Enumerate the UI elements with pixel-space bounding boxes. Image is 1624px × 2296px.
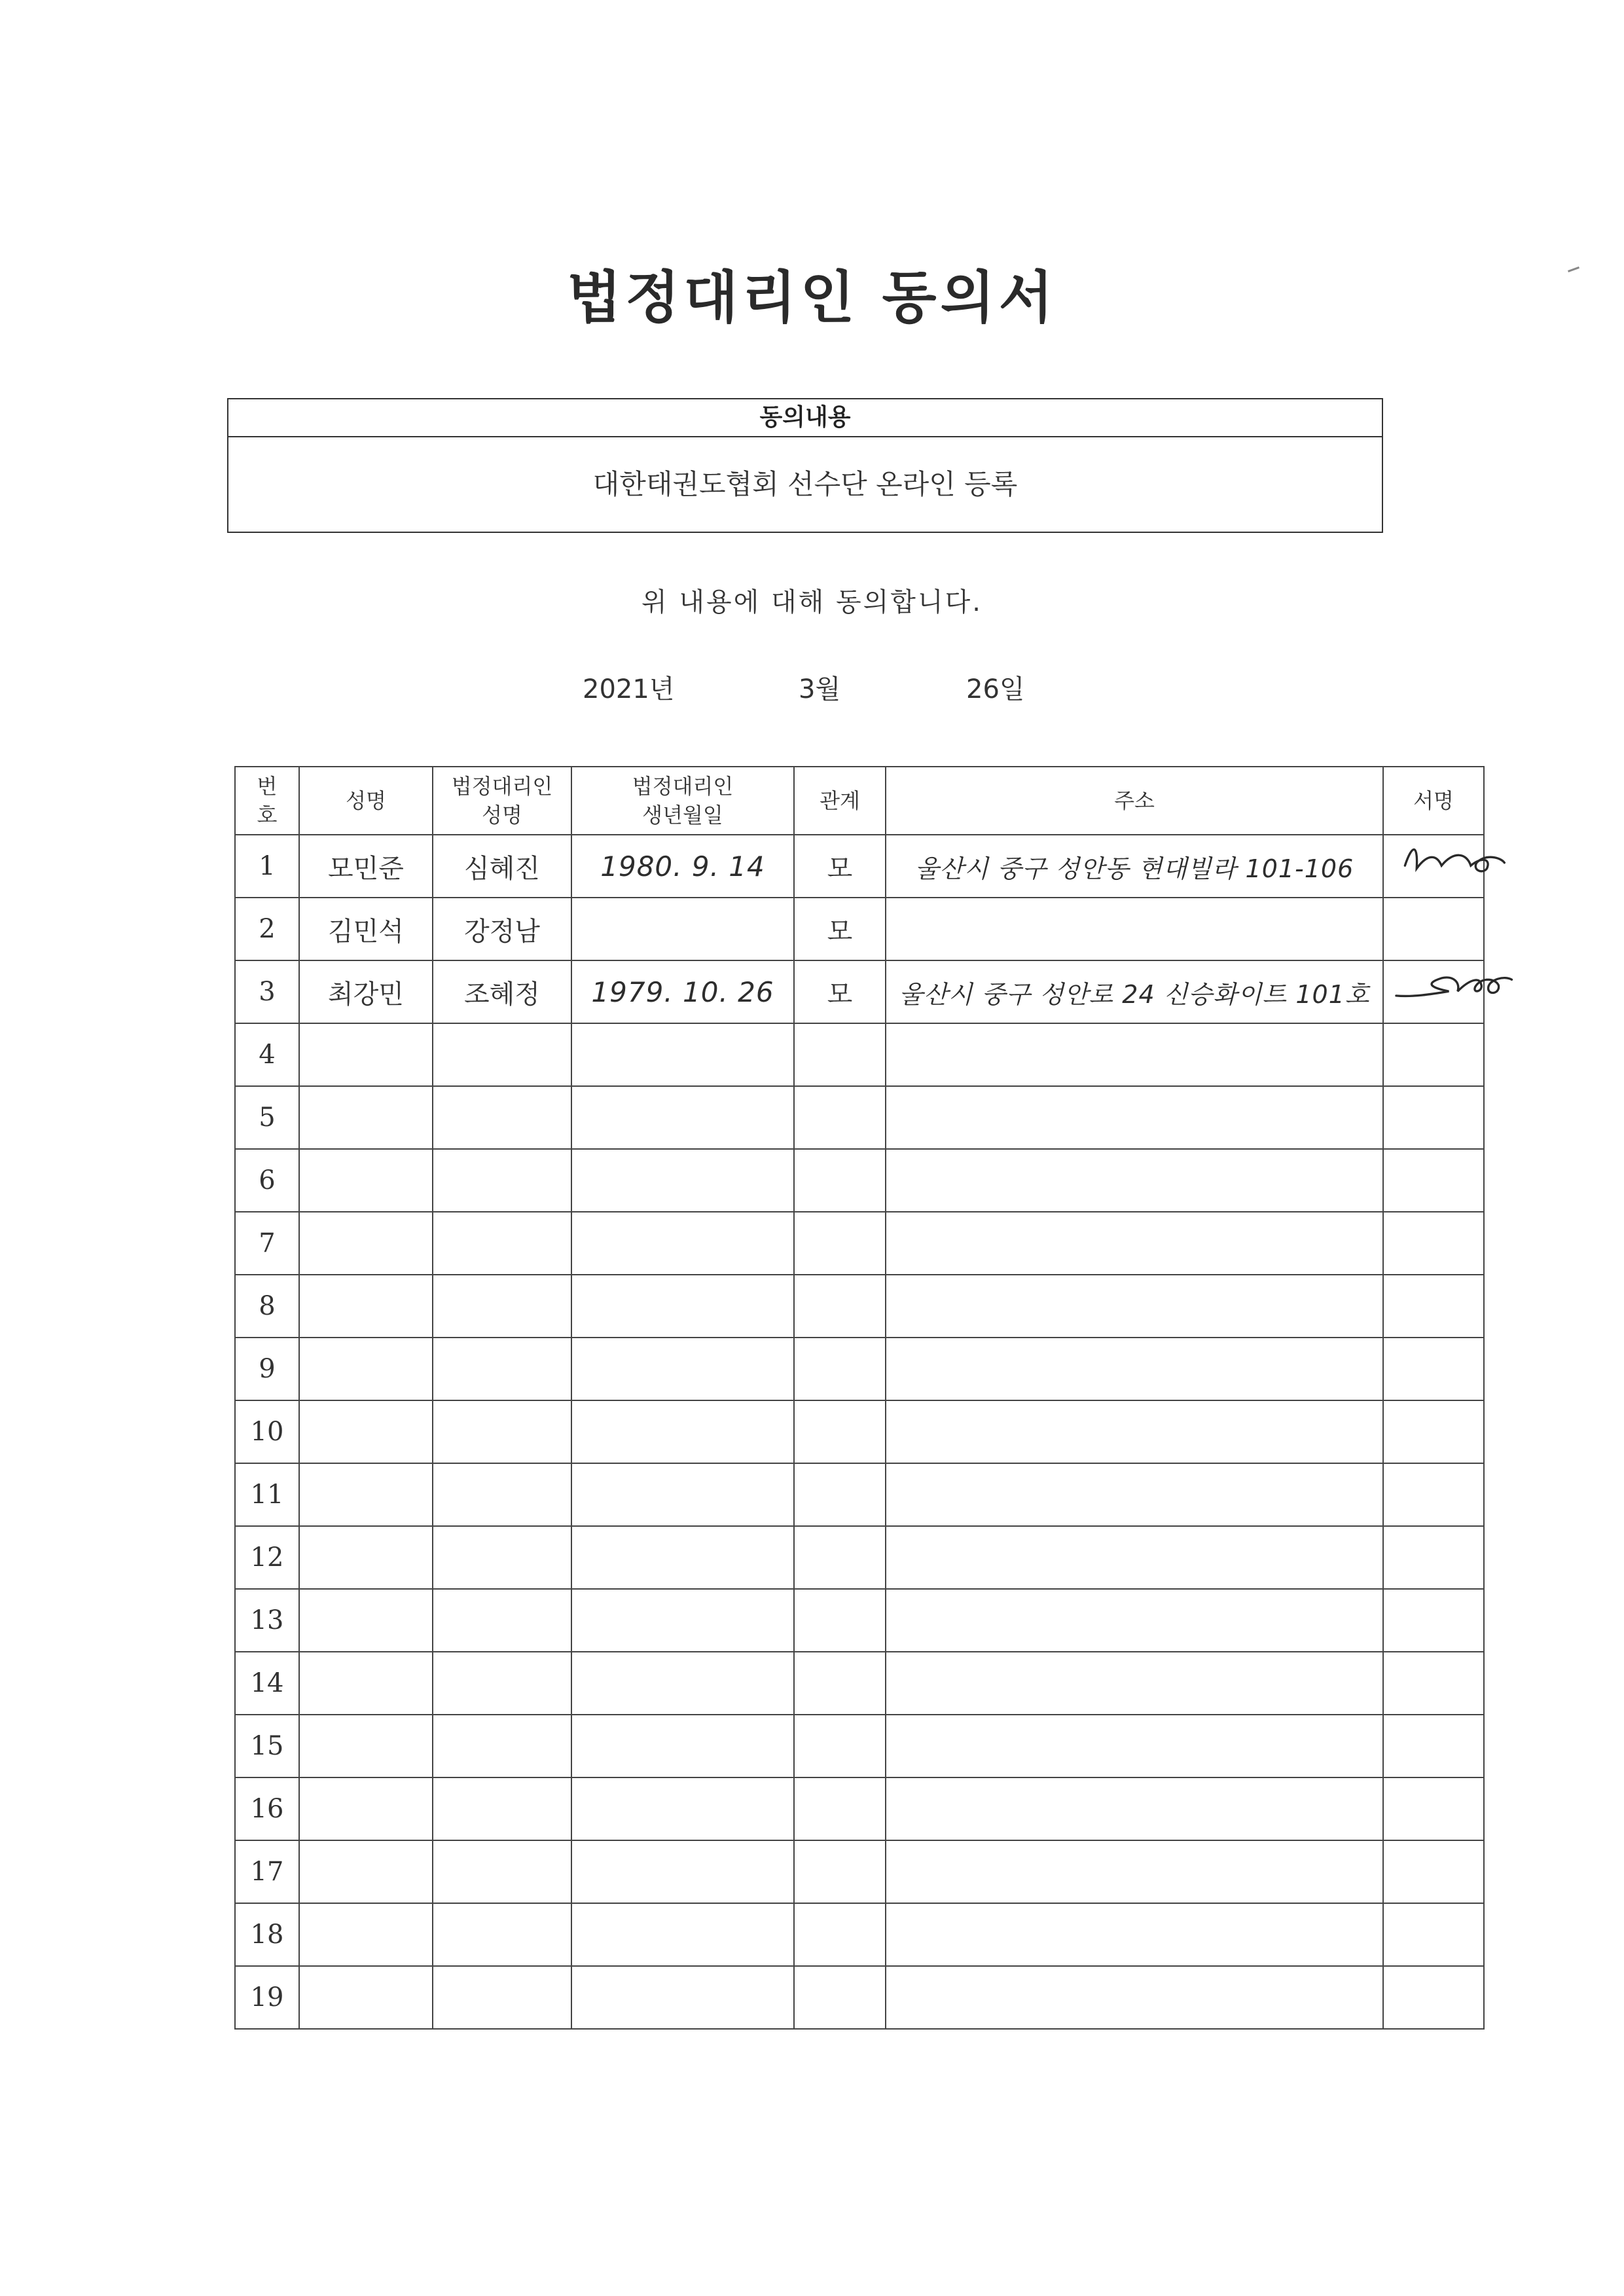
table-row bbox=[235, 1338, 1484, 1400]
row-relation bbox=[794, 1589, 886, 1652]
table-row bbox=[235, 1463, 1484, 1526]
row-guardian-birth bbox=[571, 1777, 794, 1840]
row-relation bbox=[794, 1715, 886, 1777]
row-signature bbox=[1383, 1149, 1484, 1212]
row-signature bbox=[1383, 1840, 1484, 1903]
row-number: 14 bbox=[235, 1652, 299, 1715]
row-guardian-name bbox=[433, 1149, 571, 1212]
table-row bbox=[235, 1526, 1484, 1589]
row-address bbox=[886, 1526, 1383, 1589]
row-guardian-name bbox=[433, 1526, 571, 1589]
row-relation bbox=[794, 1840, 886, 1903]
row-number: 1 bbox=[235, 835, 299, 898]
row-name bbox=[299, 1149, 433, 1212]
row-address bbox=[886, 1777, 1383, 1840]
signature-stroke bbox=[1396, 977, 1512, 996]
row-relation bbox=[794, 1777, 886, 1840]
row-address bbox=[886, 898, 1383, 960]
row-number: 11 bbox=[235, 1463, 299, 1526]
row-number: 17 bbox=[235, 1840, 299, 1903]
row-guardian-birth bbox=[571, 1400, 794, 1463]
row-guardian-birth bbox=[571, 1840, 794, 1903]
table-row bbox=[235, 1652, 1484, 1715]
row-guardian-name bbox=[433, 1463, 571, 1526]
row-signature bbox=[1383, 1212, 1484, 1275]
date-day: 26일 bbox=[966, 674, 1025, 704]
row-number: 18 bbox=[235, 1903, 299, 1966]
row-guardian-name bbox=[433, 1023, 571, 1086]
row-number: 15 bbox=[235, 1715, 299, 1777]
header-relation: 관계 bbox=[794, 767, 886, 835]
row-name bbox=[299, 1463, 433, 1526]
row-guardian-name bbox=[433, 1966, 571, 2029]
row-name bbox=[299, 1212, 433, 1275]
header-guardian-name: 법정대리인 성명 bbox=[433, 767, 571, 835]
row-name bbox=[299, 1652, 433, 1715]
header-guardian-birth: 법정대리인 생년월일 bbox=[571, 767, 794, 835]
table-row bbox=[235, 1777, 1484, 1840]
row-guardian-birth bbox=[571, 1526, 794, 1589]
row-number: 9 bbox=[235, 1338, 299, 1400]
row-guardian-name bbox=[433, 1777, 571, 1840]
row-number: 12 bbox=[235, 1526, 299, 1589]
row-relation bbox=[794, 1526, 886, 1589]
row-address bbox=[886, 1086, 1383, 1149]
row-address bbox=[886, 1652, 1383, 1715]
row-address bbox=[886, 1589, 1383, 1652]
row-number: 10 bbox=[235, 1400, 299, 1463]
row-guardian-birth bbox=[571, 835, 794, 898]
table-row bbox=[235, 898, 1484, 960]
row-guardian-name: 조혜정 bbox=[433, 960, 571, 1023]
row-guardian-birth bbox=[571, 1715, 794, 1777]
table-row bbox=[235, 1903, 1484, 1966]
row-address bbox=[886, 1338, 1383, 1400]
row-signature bbox=[1383, 1338, 1484, 1400]
row-number: 19 bbox=[235, 1966, 299, 2029]
table-row bbox=[235, 1212, 1484, 1275]
row-relation bbox=[794, 1023, 886, 1086]
consent-box bbox=[227, 398, 1383, 533]
row-name bbox=[299, 1400, 433, 1463]
row-address bbox=[886, 835, 1383, 898]
row-guardian-birth bbox=[571, 1275, 794, 1338]
row-signature bbox=[1383, 1526, 1484, 1589]
row-relation: 모 bbox=[794, 835, 886, 898]
row-signature bbox=[1383, 1652, 1484, 1715]
row-number: 5 bbox=[235, 1086, 299, 1149]
row-address bbox=[886, 1149, 1383, 1212]
row-relation bbox=[794, 1463, 886, 1526]
row-relation bbox=[794, 1966, 886, 2029]
row-guardian-name: 심혜진 bbox=[433, 835, 571, 898]
row-relation bbox=[794, 1903, 886, 1966]
row-guardian-birth bbox=[571, 1463, 794, 1526]
row-relation: 모 bbox=[794, 898, 886, 960]
consent-header: 동의내용 bbox=[228, 399, 1382, 437]
row-guardian-name bbox=[433, 1715, 571, 1777]
row-guardian-name bbox=[433, 1400, 571, 1463]
row-address bbox=[886, 1275, 1383, 1338]
row-guardian-birth bbox=[571, 1212, 794, 1275]
row-address bbox=[886, 1463, 1383, 1526]
row-name bbox=[299, 1589, 433, 1652]
row-signature bbox=[1383, 1966, 1484, 2029]
row-relation: 모 bbox=[794, 960, 886, 1023]
row-name bbox=[299, 1777, 433, 1840]
row-signature bbox=[1383, 960, 1484, 1023]
row-number: 7 bbox=[235, 1212, 299, 1275]
row-relation bbox=[794, 1149, 886, 1212]
row-name bbox=[299, 1526, 433, 1589]
header-no: 번 호 bbox=[235, 767, 299, 835]
consent-body: 대한태권도협회 선수단 온라인 등록 bbox=[592, 468, 1018, 500]
row-signature bbox=[1383, 1400, 1484, 1463]
row-guardian-name bbox=[433, 1275, 571, 1338]
agreement-statement: 위 내용에 대해 동의합니다. bbox=[641, 587, 983, 617]
table-row bbox=[235, 1715, 1484, 1777]
header-signature: 서명 bbox=[1383, 767, 1484, 835]
table-row bbox=[235, 1023, 1484, 1086]
row-address bbox=[886, 1840, 1383, 1903]
row-signature bbox=[1383, 1715, 1484, 1777]
row-number: 3 bbox=[235, 960, 299, 1023]
document-title: 법정대리인 동의서 bbox=[567, 265, 1057, 331]
row-name bbox=[299, 1338, 433, 1400]
row-name bbox=[299, 1023, 433, 1086]
row-address bbox=[886, 1212, 1383, 1275]
row-address-text: 울산시 중구 성안동 현대빌라 101-106 bbox=[914, 854, 1354, 883]
header-name: 성명 bbox=[299, 767, 433, 835]
date-month: 3월 bbox=[799, 674, 841, 704]
row-guardian-birth bbox=[571, 1338, 794, 1400]
row-address bbox=[886, 960, 1383, 1023]
row-name bbox=[299, 1840, 433, 1903]
row-signature bbox=[1383, 1777, 1484, 1840]
table-row bbox=[235, 835, 1484, 898]
guardian-registry-table bbox=[234, 766, 1485, 2030]
table-row bbox=[235, 1275, 1484, 1338]
header-address: 주소 bbox=[886, 767, 1383, 835]
row-guardian-birth bbox=[571, 1023, 794, 1086]
row-relation bbox=[794, 1212, 886, 1275]
row-guardian-birth bbox=[571, 1086, 794, 1149]
signature-stroke bbox=[1405, 850, 1504, 871]
row-address-text: 울산시 중구 성안로 24 신승화이트 101호 bbox=[899, 979, 1370, 1009]
row-signature bbox=[1383, 1086, 1484, 1149]
row-number: 16 bbox=[235, 1777, 299, 1840]
table-row bbox=[235, 1966, 1484, 2029]
row-guardian-birth-text: 1980. 9. 14 bbox=[600, 850, 765, 883]
row-number: 8 bbox=[235, 1275, 299, 1338]
row-signature bbox=[1383, 898, 1484, 960]
row-name bbox=[299, 1715, 433, 1777]
row-guardian-birth bbox=[571, 1652, 794, 1715]
signature-mark bbox=[1390, 961, 1515, 1007]
row-number: 4 bbox=[235, 1023, 299, 1086]
row-guardian-birth-text: 1979. 10. 26 bbox=[591, 975, 774, 1008]
row-number: 6 bbox=[235, 1149, 299, 1212]
row-signature bbox=[1383, 1023, 1484, 1086]
row-relation bbox=[794, 1652, 886, 1715]
table-row bbox=[235, 1400, 1484, 1463]
row-guardian-birth bbox=[571, 898, 794, 960]
row-address bbox=[886, 1400, 1383, 1463]
row-guardian-name bbox=[433, 1903, 571, 1966]
row-address bbox=[886, 1715, 1383, 1777]
row-name: 김민석 bbox=[299, 898, 433, 960]
row-guardian-name bbox=[433, 1086, 571, 1149]
row-guardian-birth bbox=[571, 1966, 794, 2029]
row-guardian-birth bbox=[571, 960, 794, 1023]
row-guardian-name bbox=[433, 1212, 571, 1275]
row-guardian-name bbox=[433, 1840, 571, 1903]
row-name bbox=[299, 1086, 433, 1149]
row-signature bbox=[1383, 1463, 1484, 1526]
table-row bbox=[235, 960, 1484, 1023]
table-row bbox=[235, 1840, 1484, 1903]
date-year: 2021년 bbox=[583, 674, 675, 704]
row-name bbox=[299, 1903, 433, 1966]
row-guardian-name bbox=[433, 1338, 571, 1400]
row-relation bbox=[794, 1400, 886, 1463]
row-number: 2 bbox=[235, 898, 299, 960]
row-guardian-name bbox=[433, 1652, 571, 1715]
row-signature bbox=[1383, 835, 1484, 898]
row-address bbox=[886, 1903, 1383, 1966]
row-relation bbox=[794, 1275, 886, 1338]
row-number: 13 bbox=[235, 1589, 299, 1652]
row-address bbox=[886, 1023, 1383, 1086]
table-row bbox=[235, 1589, 1484, 1652]
row-name bbox=[299, 1275, 433, 1338]
row-guardian-name: 강정남 bbox=[433, 898, 571, 960]
row-relation bbox=[794, 1338, 886, 1400]
row-relation bbox=[794, 1086, 886, 1149]
row-guardian-birth bbox=[571, 1589, 794, 1652]
row-signature bbox=[1383, 1275, 1484, 1338]
row-name: 모민준 bbox=[299, 835, 433, 898]
row-guardian-birth bbox=[571, 1903, 794, 1966]
table-row bbox=[235, 1149, 1484, 1212]
signature-mark bbox=[1390, 835, 1515, 881]
table-row bbox=[235, 1086, 1484, 1149]
row-guardian-birth bbox=[571, 1149, 794, 1212]
row-signature bbox=[1383, 1589, 1484, 1652]
row-signature bbox=[1383, 1903, 1484, 1966]
row-name: 최강민 bbox=[299, 960, 433, 1023]
row-name bbox=[299, 1966, 433, 2029]
table-header-row bbox=[235, 767, 1484, 835]
row-guardian-name bbox=[433, 1589, 571, 1652]
row-address bbox=[886, 1966, 1383, 2029]
